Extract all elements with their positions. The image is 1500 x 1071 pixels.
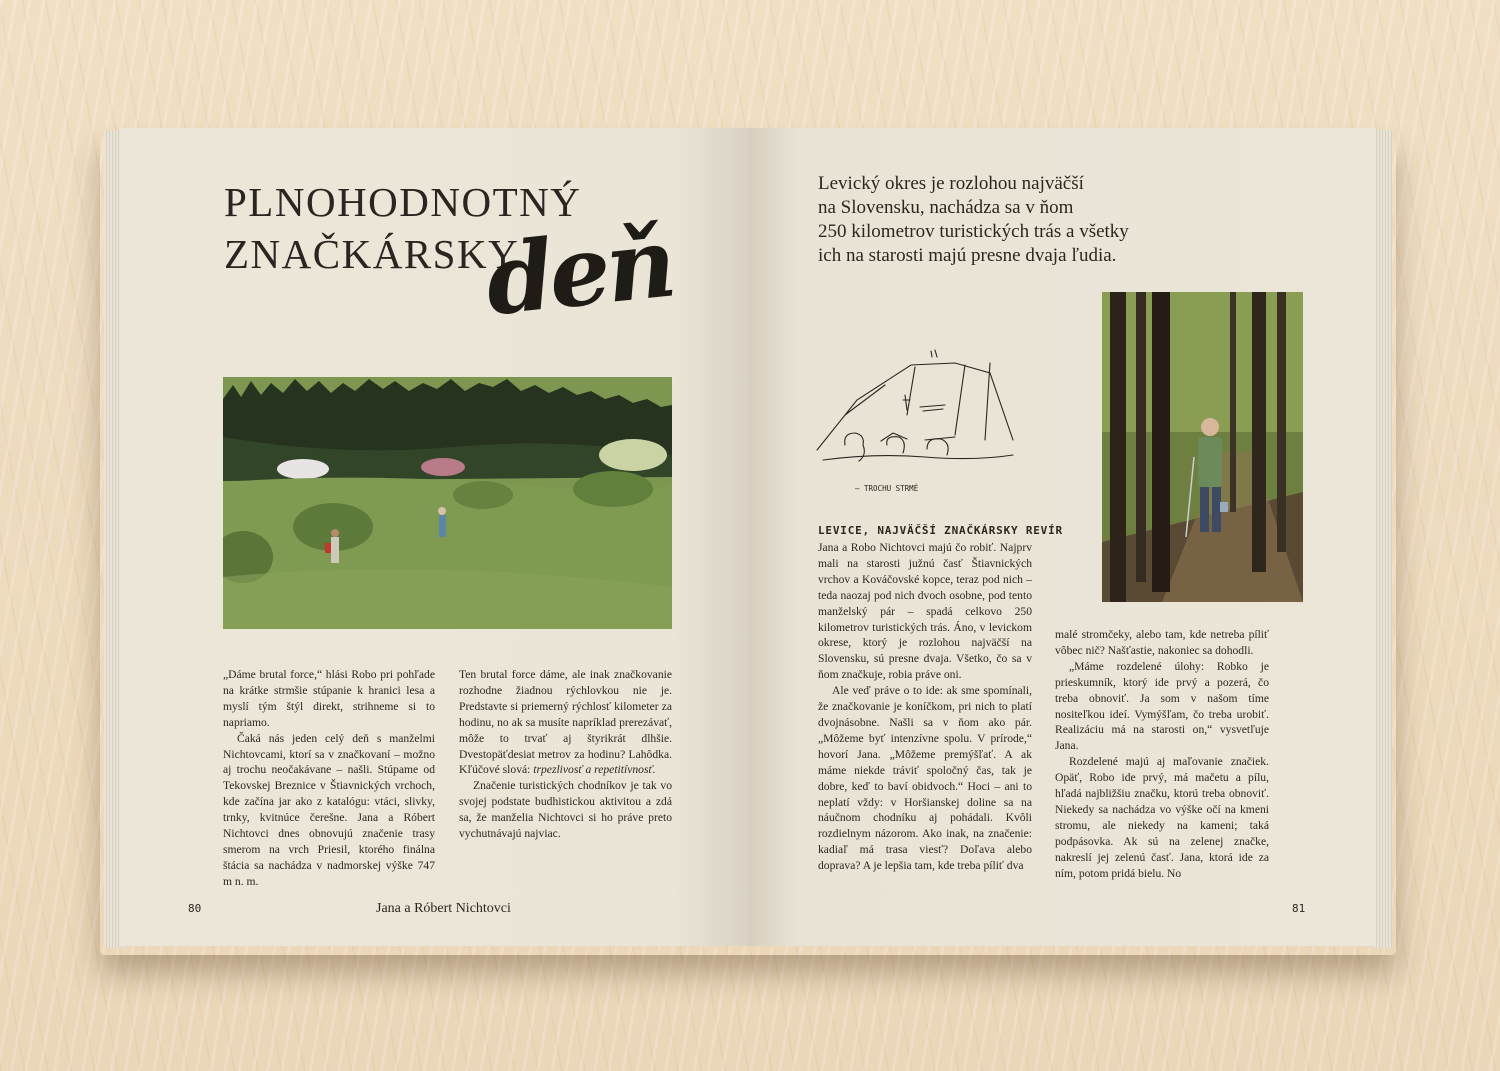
intro-line-1: Levický okres je rozlohou najväčší — [818, 173, 1084, 194]
right-column-2-paragraph-2: „Máme rozdelené úlohy: Robko je prieskumník, ktorý ide prvý a pozerá, čo treba obnoviť. Ja som v našom tíme nositeľkou ideí. Vymýšľam, čo treba urobiť. Realizáciu má na starosti on,“ vysvetľuje Jana. — [1055, 659, 1269, 753]
hikers-sketch-illustration — [815, 345, 1020, 495]
section-subheading: LEVICE, NAJVÄČŠÍ ZNAČKÁRSKY REVÍR — [818, 524, 1063, 537]
meadow-photo-art — [223, 377, 672, 629]
right-column-1-paragraph-1: Jana a Robo Nichtovci majú čo robiť. Najprv mali na starosti južnú časť Štiavnických vrchov a Kováčovské kopce, teraz pod nich – teda naozaj pod nich dvoch osobne, pod tento manželský pár – spadá celkovo 250 kilometrov turistických trás. Áno, v levickom okrese, ktorý je rozlohou najväčší na Slovensku, sú presne dvaja. Všetko, čo sa v ňom značkuje, robia práve oni. — [818, 541, 1032, 682]
left-column-1-paragraph-2: Čaká nás jeden celý deň s manželmi Nichtovcami, ktorí sa v značkovaní – možno aj trochu neočakávane – našli. Stúpame od Tekovskej Breznice v Štiavnických vrchoch, kde začína jar ako z katalógu: vtáci, slivky, trnky, kvitnúce čerešne. Jana a Róbert Nichtovci dnes obnovujú značenie trasy smerom na vrch Priesil, ktorého finálna štácia sa nachádza v nadmorskej výške 747 m n. m. — [223, 731, 435, 888]
folio-right: 81 — [1292, 902, 1306, 915]
intro-line-4: ich na starosti majú presne dvaja ľudia. — [818, 245, 1117, 266]
left-column-1-paragraph-1: „Dáme brutal force,“ hlási Robo pri pohľade na krátke strmšie stúpanie k hranici lesa a myslí tým štýl direkt, strihneme si to napriamo. — [223, 668, 435, 729]
right-column-2-paragraph-3: Rozdelené majú aj maľovanie značiek. Opäť, Robo ide prvý, má mačetu a pílu, hľadá najbližšiu značku, ktorú treba obnoviť. Niekedy sa nachádza vo výške očí na kmeni stromu, ale niekedy na kameni; taká podpásovka. Ak sú na zelenej značke, nakreslí jej zelenú časť. Jana, ktorá ide za ním, potom pridá bielu. No — [1055, 755, 1269, 880]
right-column-2-paragraph-1: malé stromčeky, alebo tam, kde netreba píliť vôbec nič? Našťastie, nakoniec sa dohodli. — [1055, 628, 1269, 657]
right-column-1 — [818, 540, 1032, 874]
left-column-2-paragraph-2: Značenie turistických chodníkov je tak vo svojej podstate budhistickou aktivitou a zdá sa, že manželia Nichtovci si ho práve preto vychutnávajú najviac. — [459, 779, 672, 841]
right-column-1-paragraph-2: Ale veď práve o to ide: ak sme spomínali, že značkovanie je koníčkom, pri nich to platí dvojnásobne. Našli sa v ňom ako pár. „Môžeme byť intenzívne spolu. V prírode,“ hovorí Jana. „Môžeme premýšľať. A ak máme niekde tráviť spoločný čas, tak je dobre, keď to baví obidvoch.“ Hoci – ani to neplatí vždy: v Horšianskej doline sa na náučnom chodníku aj pohádali. Kvôli rozdielnym názorom. Ako inak, na značenie: kadiaľ má trasa viesť? Doľava alebo doprava? A je lepšia tam, kde treba píliť dva — [818, 684, 1032, 873]
forest-photo-art — [1102, 292, 1303, 602]
headline-line-1: PLNOHODNOTNÝ — [224, 179, 582, 225]
running-head: Jana a Róbert Nichtovci — [376, 901, 511, 916]
left-column-2-keywords: trpezlivosť a repetitívnosť. — [533, 763, 656, 777]
sketch-caption: – TROCHU STRMÉ — [855, 484, 919, 493]
intro-line-3: 250 kilometrov turistických trás a všetky — [818, 221, 1129, 242]
right-column-2 — [1055, 627, 1269, 882]
forest-hiker-photo — [1102, 292, 1303, 602]
headline-script-word: deň — [480, 205, 678, 338]
left-column-2-paragraph-1-text: Ten brutal force dáme, ale inak značkovanie rozhodne žiadnou rýchlovkou nie je. Predstavte si priemerný rýchlosť kilometer za hodinu, no ak sa musíte napríklad prerezávať, môže to trvať aj štyrikrát dlhšie. Dvestopäťdesiat metrov za hodinu? Lahôdka. Kľúčové slová: — [459, 668, 672, 777]
left-column-1 — [223, 667, 435, 890]
folio-left: 80 — [188, 902, 202, 915]
intro-line-2: na Slovensku, nachádza sa v ňom — [818, 197, 1074, 218]
left-column-2 — [459, 667, 672, 842]
headline-line-2: ZNAČKÁRSKY — [224, 231, 520, 277]
intro-paragraph — [818, 172, 1178, 268]
left-column-2-paragraph-1 — [459, 667, 672, 778]
meadow-photo — [223, 377, 672, 629]
